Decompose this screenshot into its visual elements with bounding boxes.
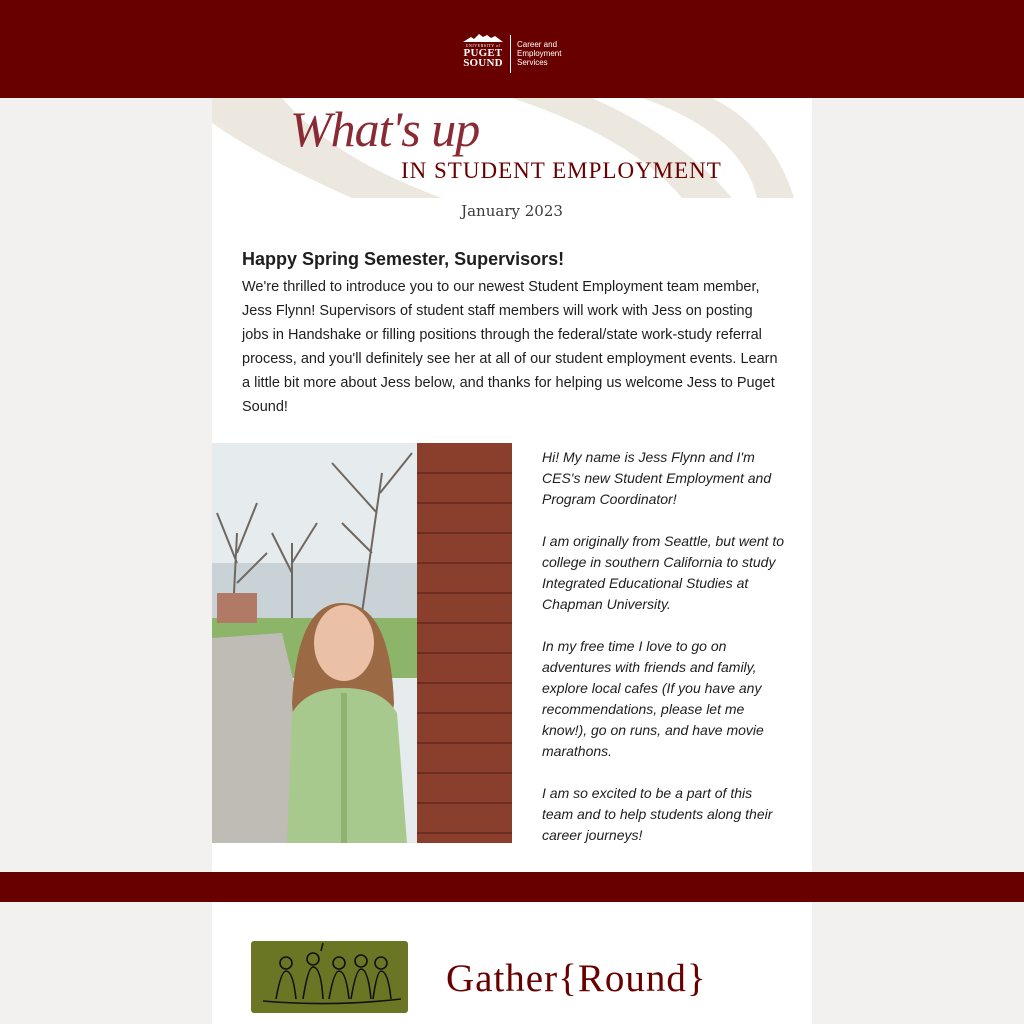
section-divider-bar [0, 872, 1024, 902]
mountain-icon [463, 33, 503, 42]
issue-date: January 2023 [461, 202, 563, 220]
bio-paragraph: Hi! My name is Jess Flynn and I'm CES's new Student Employment and Program Coordinator! [542, 449, 772, 507]
gather-round-logo[interactable] [251, 941, 408, 1013]
banner [212, 98, 812, 198]
people-drawing-icon [251, 941, 408, 1013]
bio-paragraph: I am originally from Seattle, but went to college in southern California to study Integrated Educational Studies at Chapman University. [542, 533, 784, 612]
intro-paragraph: We're thrilled to introduce you to our newest Student Employment team member, Jess Flynn! Supervisors of student staff members will work with Jess on posting jobs in Handshake or filling positions through the federal/state work-study referral process, and you'll definitely see her at all of our student employment events. Learn a little bit more about Jess below, and thanks for helping us welcome Jess to Puget Sound! [242, 279, 778, 415]
department-name: Career and Employment Services [517, 40, 562, 67]
bio-paragraph: In my free time I love to go on adventures with friends and family, explore local cafes (If you have any recommendations, please let me know!), go on runs, and have movie marathons. [542, 638, 764, 759]
university-logo [461, 33, 505, 75]
bio-paragraph: I am so excited to be a part of this team and to help students along their career journeys! [542, 785, 773, 843]
ces-logo[interactable] [461, 33, 565, 75]
newsletter-body [212, 98, 812, 872]
gather-round-section [212, 902, 812, 1024]
logo-divider [510, 35, 511, 73]
university-name-line1: PUGET [463, 47, 503, 59]
profile-bio [542, 447, 787, 867]
university-small-text: UNIVERSITY of [465, 43, 501, 48]
gather-round-title: Gather{Round} [446, 957, 707, 1000]
profile-photo [212, 443, 512, 843]
banner-script-title: What's up [290, 101, 480, 157]
profile-photo-image [212, 443, 512, 843]
header-bar [0, 0, 1024, 98]
greeting-heading: Happy Spring Semester, Supervisors! [242, 249, 565, 269]
university-name-line2: SOUND [463, 57, 503, 69]
banner-subtitle: IN STUDENT EMPLOYMENT [401, 158, 722, 183]
